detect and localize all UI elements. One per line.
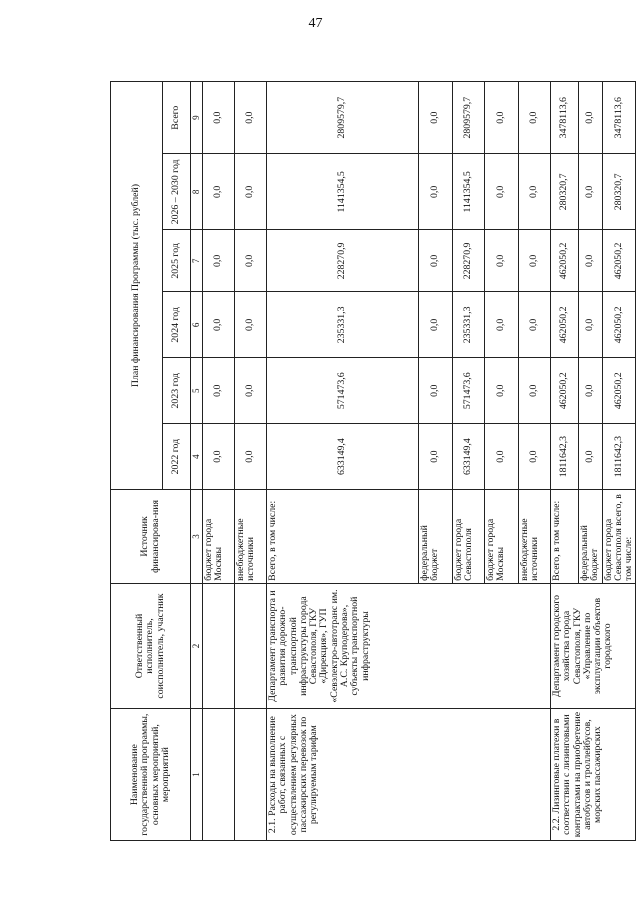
- value-cell: 0,0: [579, 358, 603, 424]
- column-number: 4: [191, 424, 203, 490]
- measure-2-2-executor: Департамент городского хозяйства города Севастополя, ГКУ «Управление по эксплуатации объектов городского: [551, 583, 636, 708]
- value-cell: 0,0: [485, 424, 519, 490]
- value-cell: 0,0: [519, 292, 551, 358]
- source-cell: федеральный бюджет: [579, 490, 603, 584]
- measure-2-1-executor: Департамент транспорта и развития дорожно-транспортной инфраструктуры города Севастополя, ГКУ «Дирекция», ГУП «Севэлектро-автотранс им. А.С. Круподерова», субъекты транспортной инфраструктуры: [267, 583, 551, 708]
- value-cell: 462050,2: [602, 230, 636, 292]
- table-row: [235, 82, 267, 841]
- source-cell: бюджет города Севастополя всего, в том числе:: [602, 490, 636, 584]
- header-year: 2023 год: [163, 358, 191, 424]
- value-cell: 0,0: [235, 292, 267, 358]
- value-cell: 1141354,5: [267, 154, 419, 230]
- value-cell: 0,0: [419, 358, 453, 424]
- source-cell: федеральный бюджет: [419, 490, 453, 584]
- value-cell: 0,0: [519, 154, 551, 230]
- value-cell: 0,0: [235, 154, 267, 230]
- value-cell: 462050,2: [551, 230, 579, 292]
- header-source: Источник финансирова-ния: [111, 490, 191, 584]
- value-cell: 0,0: [419, 154, 453, 230]
- column-number: 2: [191, 583, 203, 708]
- value-cell: 0,0: [203, 230, 235, 292]
- value-cell: 571473,6: [453, 358, 485, 424]
- value-cell: 633149,4: [267, 424, 419, 490]
- column-number: 3: [191, 490, 203, 584]
- header-year: 2026 – 2030 год: [163, 154, 191, 230]
- value-cell: 0,0: [519, 358, 551, 424]
- value-cell: 235331,3: [453, 292, 485, 358]
- source-cell: Всего, в том числе:: [267, 490, 419, 584]
- value-cell: 0,0: [419, 82, 453, 154]
- value-cell: 1141354,5: [453, 154, 485, 230]
- column-number: 7: [191, 230, 203, 292]
- header-plan: План финансирования Программы (тыс. рублей): [111, 82, 163, 490]
- table-row: [551, 82, 579, 841]
- value-cell: 571473,6: [267, 358, 419, 424]
- name-cell-empty: [203, 709, 235, 841]
- value-cell: 462050,2: [602, 358, 636, 424]
- header-year: 2022 год: [163, 424, 191, 490]
- value-cell: 2809579,7: [453, 82, 485, 154]
- column-number: 6: [191, 292, 203, 358]
- value-cell: 0,0: [203, 292, 235, 358]
- table-row: [267, 82, 419, 841]
- value-cell: 0,0: [235, 230, 267, 292]
- value-cell: 0,0: [419, 424, 453, 490]
- value-cell: 0,0: [485, 358, 519, 424]
- source-cell: бюджет города Севастополя: [453, 490, 485, 584]
- column-number: 5: [191, 358, 203, 424]
- value-cell: 228270,9: [453, 230, 485, 292]
- header-executor: Ответственный исполнитель, соисполнитель, участник: [111, 583, 191, 708]
- value-cell: 235331,3: [267, 292, 419, 358]
- value-cell: 462050,2: [551, 292, 579, 358]
- header-year: 2025 год: [163, 230, 191, 292]
- value-cell: 0,0: [519, 424, 551, 490]
- value-cell: 228270,9: [267, 230, 419, 292]
- source-cell: внебюджетные источники: [519, 490, 551, 584]
- executor-cell-empty: [203, 583, 235, 708]
- measure-2-2-name: 2.2. Лизинговые платежи в соответствии с лизинговыми контрактами на приобретение автобусов и троллейбусов, морских пассажирских: [551, 709, 636, 841]
- source-cell: бюджет города Москвы: [203, 490, 235, 584]
- value-cell: 0,0: [203, 154, 235, 230]
- source-cell: бюджет города Москвы: [485, 490, 519, 584]
- value-cell: 0,0: [235, 82, 267, 154]
- financing-plan-table: [110, 81, 636, 841]
- value-cell: 0,0: [579, 292, 603, 358]
- value-cell: 2809579,7: [267, 82, 419, 154]
- financing-table: [110, 81, 635, 841]
- value-cell: 462050,2: [602, 292, 636, 358]
- value-cell: 0,0: [485, 230, 519, 292]
- source-cell: Всего, в том числе:: [551, 490, 579, 584]
- header-name: Наименование государственной программы, основных мероприятий, мероприятий: [111, 709, 191, 841]
- value-cell: 0,0: [579, 154, 603, 230]
- value-cell: 0,0: [203, 358, 235, 424]
- executor-cell-empty: [235, 583, 267, 708]
- header-total: Всего: [163, 82, 191, 154]
- value-cell: 1811642,3: [602, 424, 636, 490]
- value-cell: 280320,7: [551, 154, 579, 230]
- page-number: 47: [308, 16, 323, 31]
- column-number: 8: [191, 154, 203, 230]
- value-cell: 0,0: [485, 292, 519, 358]
- value-cell: 1811642,3: [551, 424, 579, 490]
- value-cell: 3478113,6: [602, 82, 636, 154]
- value-cell: 0,0: [203, 424, 235, 490]
- value-cell: 0,0: [235, 358, 267, 424]
- value-cell: 0,0: [419, 230, 453, 292]
- source-cell: внебюджетные источники: [235, 490, 267, 584]
- value-cell: 633149,4: [453, 424, 485, 490]
- value-cell: 0,0: [579, 82, 603, 154]
- value-cell: 0,0: [579, 424, 603, 490]
- value-cell: 0,0: [579, 230, 603, 292]
- value-cell: 0,0: [519, 230, 551, 292]
- value-cell: 0,0: [235, 424, 267, 490]
- value-cell: 0,0: [519, 82, 551, 154]
- value-cell: 0,0: [419, 292, 453, 358]
- column-number: 1: [191, 709, 203, 841]
- measure-2-1-name: 2.1. Расходы на выполнение работ, связанных с осуществлением регулярных пассажирских перевозок по регулируемым тарифам: [267, 709, 551, 841]
- column-number: 9: [191, 82, 203, 154]
- value-cell: 0,0: [203, 82, 235, 154]
- value-cell: 462050,2: [551, 358, 579, 424]
- value-cell: 3478113,6: [551, 82, 579, 154]
- value-cell: 0,0: [485, 154, 519, 230]
- name-cell-empty: [235, 709, 267, 841]
- header-year: 2024 год: [163, 292, 191, 358]
- value-cell: 280320,7: [602, 154, 636, 230]
- table-row: [203, 82, 235, 841]
- value-cell: 0,0: [485, 82, 519, 154]
